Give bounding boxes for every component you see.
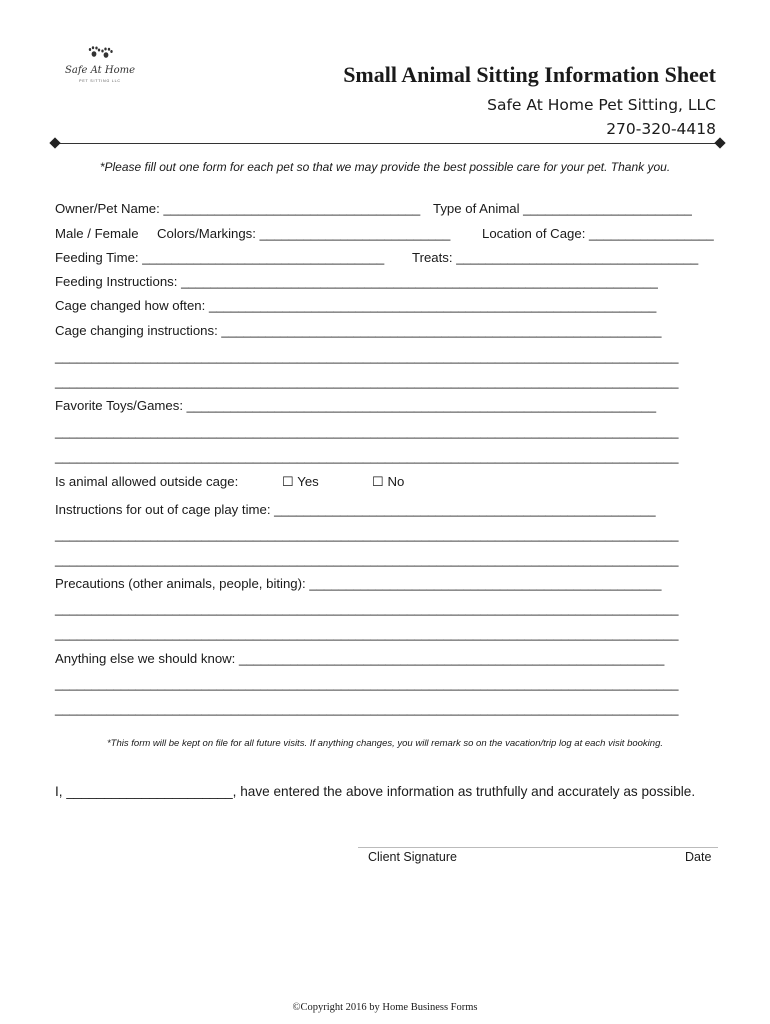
feeding-instructions-field[interactable]: Feeding Instructions: _________________________________________________________________ bbox=[55, 274, 658, 289]
blank-line[interactable]: _____________________________________________________________________________________ bbox=[55, 527, 679, 542]
file-note: *This form will be kept on file for all future visits. If anything changes, you will remark so on the vacation/trip log at each visit booking. bbox=[106, 738, 663, 749]
paw-prints-icon bbox=[89, 46, 113, 58]
signature-line[interactable] bbox=[358, 847, 718, 848]
company-name: Safe At Home Pet Sitting, LLC bbox=[487, 96, 716, 114]
type-of-animal-field[interactable]: Type of Animal _______________________ bbox=[433, 201, 692, 216]
company-logo bbox=[62, 46, 138, 90]
colors-markings-field[interactable]: Colors/Markings: __________________________ bbox=[157, 226, 451, 241]
blank-line[interactable]: _____________________________________________________________________________________ bbox=[55, 552, 679, 567]
treats-field[interactable]: Treats: _________________________________ bbox=[412, 250, 699, 265]
favorite-toys-field[interactable]: Favorite Toys/Games: ________________________________________________________________ bbox=[55, 398, 657, 413]
date-label: Date bbox=[685, 850, 712, 864]
logo-text: Safe At Home bbox=[65, 65, 135, 76]
divider-diamond-right bbox=[714, 137, 725, 148]
play-time-field[interactable]: Instructions for out of cage play time: ____________________________________________________ bbox=[55, 502, 656, 517]
no-checkbox[interactable]: ☐ No bbox=[372, 474, 405, 489]
divider-diamond-left bbox=[49, 137, 60, 148]
blank-line[interactable]: _____________________________________________________________________________________ bbox=[55, 626, 679, 641]
cage-instructions-field[interactable]: Cage changing instructions: ____________________________________________________________ bbox=[55, 323, 662, 338]
blank-line[interactable]: _____________________________________________________________________________________ bbox=[55, 676, 679, 691]
attestation-statement[interactable]: I, ______________________, have entered the above information as truthfully and accurately as possible. bbox=[55, 784, 696, 799]
page-title: Small Animal Sitting Information Sheet bbox=[343, 62, 716, 87]
logo-subtext: PET SITTING LLC bbox=[79, 79, 121, 83]
feeding-time-field[interactable]: Feeding Time: _________________________________ bbox=[55, 250, 385, 265]
precautions-field[interactable]: Precautions (other animals, people, biting): ________________________________________________ bbox=[55, 576, 662, 591]
blank-line[interactable]: _____________________________________________________________________________________ bbox=[55, 701, 679, 716]
yes-checkbox[interactable]: ☐ Yes bbox=[282, 474, 319, 489]
blank-line[interactable]: _____________________________________________________________________________________ bbox=[55, 449, 679, 464]
cage-changed-field[interactable]: Cage changed how often: _____________________________________________________________ bbox=[55, 298, 657, 313]
header-divider bbox=[55, 143, 720, 144]
location-of-cage-field[interactable]: Location of Cage: _________________ bbox=[482, 226, 714, 241]
anything-else-field[interactable]: Anything else we should know: __________________________________________________________ bbox=[55, 651, 665, 666]
blank-line[interactable]: _____________________________________________________________________________________ bbox=[55, 349, 679, 364]
blank-line[interactable]: _____________________________________________________________________________________ bbox=[55, 374, 679, 389]
outside-cage-label: Is animal allowed outside cage: bbox=[55, 474, 239, 489]
blank-line[interactable]: _____________________________________________________________________________________ bbox=[55, 424, 679, 439]
copyright-footer: ©Copyright 2016 by Home Business Forms bbox=[292, 1002, 478, 1013]
intro-note: *Please fill out one form for each pet so that we may provide the best possible care for your pet. Thank you. bbox=[99, 160, 671, 174]
client-signature-label: Client Signature bbox=[368, 850, 457, 864]
company-phone: 270-320-4418 bbox=[606, 120, 716, 138]
blank-line[interactable]: _____________________________________________________________________________________ bbox=[55, 601, 679, 616]
male-female-field[interactable]: Male / Female bbox=[55, 226, 139, 241]
owner-pet-name-field[interactable]: Owner/Pet Name: ___________________________________ bbox=[55, 201, 421, 216]
